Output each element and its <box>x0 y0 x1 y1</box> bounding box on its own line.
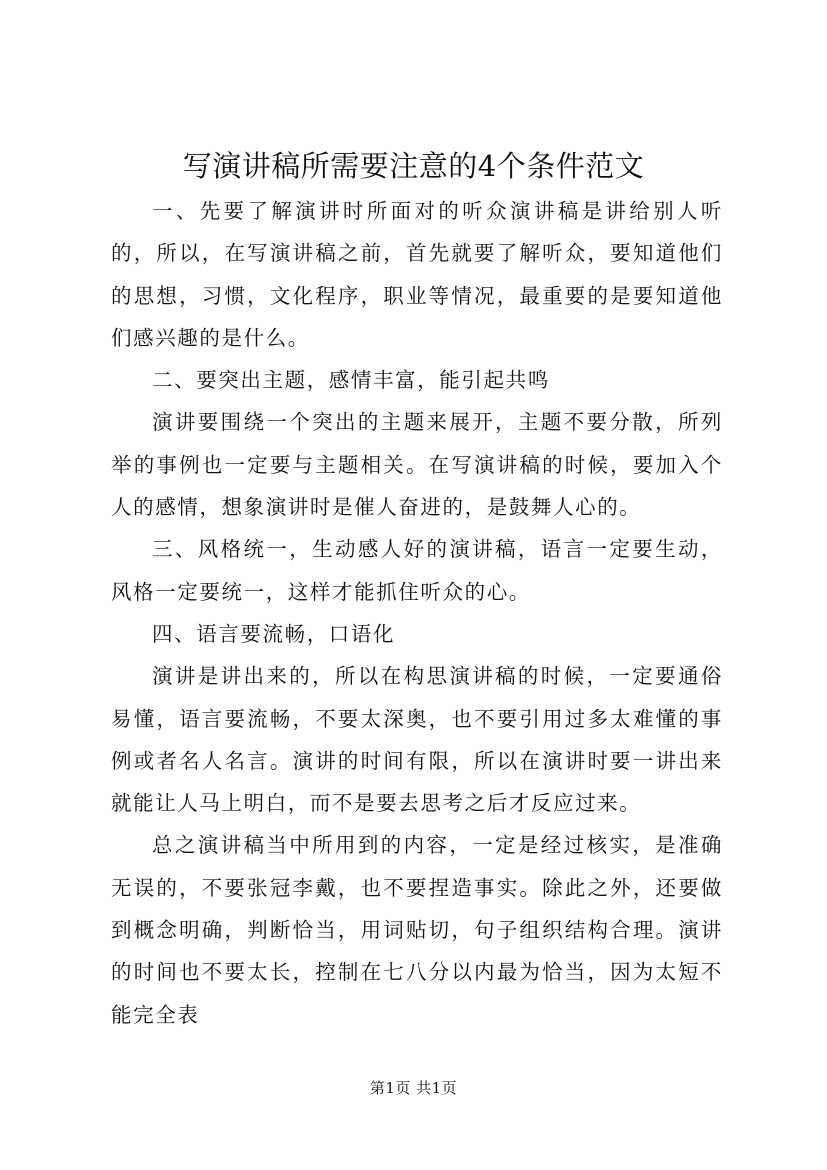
paragraph-7: 总之演讲稿当中所用到的内容，一定是经过核实，是准确无误的，不要张冠李戴，也不要捏造事实。除此之外，还要做到概念明确，判断恰当，用词贴切，句子组织结构合理。演讲的时间也不要太长，控制在七八分以内最为恰当，因为太短不能完全表 <box>111 833 723 1027</box>
document-body <box>111 190 723 1036</box>
paragraph-4: 三、风格统一，生动感人好的演讲稿，语言一定要生动，风格一定要统一，这样才能抓住听众的心。 <box>111 537 723 604</box>
paragraph-5-heading: 四、语言要流畅，口语化 <box>152 621 396 646</box>
paragraph-3: 演讲要围绕一个突出的主题来展开，主题不要分散，所列举的事例也一定要与主题相关。在写演讲稿的时候，要加入个人的感情，想象演讲时是催人奋进的，是鼓舞人心的。 <box>111 410 723 520</box>
paragraph-6: 演讲是讲出来的，所以在构思演讲稿的时候，一定要通俗易懂，语言要流畅，不要太深奥，也不要引用过多太难懂的事例或者名人名言。演讲的时间有限，所以在演讲时要一讲出来就能让人马上明白，而不是要去思考之后才反应过来。 <box>111 664 723 816</box>
page-footer: 第1页 共1页 <box>369 1079 458 1097</box>
paragraph-1: 一、先要了解演讲时所面对的听众演讲稿是讲给别人听的，所以，在写演讲稿之前，首先就要了解听众，要知道他们的思想，习惯，文化程序，职业等情况，最重要的是要知道他们感兴趣的是什么。 <box>111 199 723 350</box>
paragraph-2-heading: 二、要突出主题，感情丰富，能引起共鸣 <box>152 368 550 393</box>
document-title: 写演讲稿所需要注意的4个条件范文 <box>182 149 645 183</box>
